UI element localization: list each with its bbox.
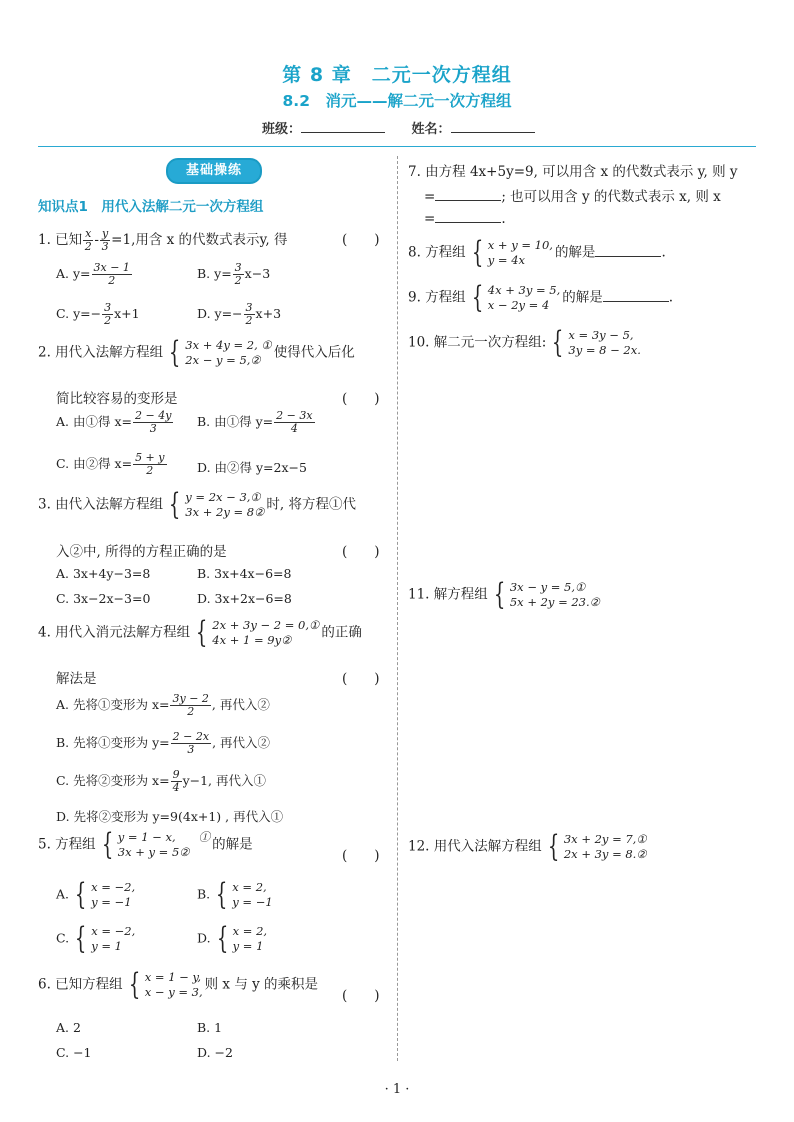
knowledge-point-heading: 知识点1 用代入法解二元一次方程组 bbox=[38, 199, 264, 215]
option-c[interactable]: C. −1 bbox=[56, 1045, 92, 1060]
column-divider bbox=[397, 156, 398, 1061]
name-label: 姓名： bbox=[411, 122, 451, 137]
class-blank[interactable] bbox=[301, 120, 385, 133]
question-7-line3: = . bbox=[424, 211, 506, 227]
question-4: 4. 用代入消元法解方程组 { 2x + 3y − 2 = 0,① 4x + 1 = 9y② 的正确 bbox=[38, 615, 362, 650]
question-10: 10. 解二元一次方程组: { x = 3y − 5, 3y = 8 − 2x. bbox=[408, 325, 641, 360]
question-7-line2: = ; 也可以用含 y 的代数式表示 x, 则 x bbox=[424, 189, 721, 205]
option-a[interactable]: A. 由①得 x= $\frac{2 - 4y}{3}$ bbox=[56, 409, 172, 435]
option-b[interactable]: B. 先将①变形为 y= $\frac{2 - 2x}{3}$ , 再代入② bbox=[56, 730, 271, 756]
equation-system: { 3x + 4y = 2, ① 2x − y = 5,② bbox=[168, 335, 272, 370]
answer-paren[interactable]: ( ) bbox=[342, 391, 380, 407]
answer-blank[interactable] bbox=[603, 289, 669, 302]
answer-paren[interactable]: ( ) bbox=[342, 988, 380, 1004]
option-b[interactable]: B. 由①得 y= $\frac{2 - 3x}{4}$ bbox=[197, 409, 313, 435]
option-b[interactable]: B. { x = 2, y = −1 bbox=[197, 877, 273, 912]
option-a[interactable]: A. 3x+4y−3=8 bbox=[56, 566, 151, 581]
option-d[interactable]: D. y=− $\frac{3}{2}$ x+3 bbox=[197, 301, 282, 327]
equation-system: { 3x + 2y = 7,① 2x + 3y = 8.② bbox=[547, 829, 647, 864]
fraction: $\frac{y}{3}$ bbox=[101, 227, 109, 253]
question-6: 6. 已知方程组 { x = 1 − y, x − y = 3, 则 x 与 y 的乘积是 bbox=[38, 967, 319, 1002]
option-c[interactable]: C. y=− $\frac{3}{2}$ x+1 bbox=[56, 301, 140, 327]
answer-paren[interactable]: ( ) bbox=[342, 544, 380, 560]
option-a[interactable]: A. 先将①变形为 x= $\frac{3y - 2}{2}$ , 再代入② bbox=[56, 692, 270, 718]
page-number: · 1 · bbox=[384, 1082, 410, 1097]
option-d[interactable]: D. { x = 2, y = 1 bbox=[197, 921, 268, 956]
option-c[interactable]: C. 3x−2x−3=0 bbox=[56, 591, 151, 606]
question-1: 1. 已知 $\frac{x}{2}$ - $\frac{y}{3}$ =1,用含 x 的代数式表示y, 得 bbox=[38, 227, 288, 253]
question-5: 5. 方程组 { y = 1 − x, ① 3x + y = 5② 的解是 bbox=[38, 827, 253, 862]
equation-system: { x = 1 − y, x − y = 3, bbox=[128, 967, 203, 1002]
question-3: 3. 由代入法解方程组 { y = 2x − 3,① 3x + 2y = 8② 时, 将方程①代 bbox=[38, 487, 356, 522]
class-label: 班级： bbox=[262, 122, 302, 137]
answer-blank[interactable] bbox=[595, 244, 661, 257]
q1-stem-post: =1,用含 x 的代数式表示y, 得 bbox=[111, 232, 288, 248]
name-bar bbox=[262, 118, 557, 137]
q3-line2: 入②中, 所得的方程正确的是 bbox=[56, 544, 227, 560]
answer-paren[interactable]: ( ) bbox=[342, 232, 380, 248]
question-7: 7. 由方程 4x+5y=9, 可以用含 x 的代数式表示 y, 则 y bbox=[408, 164, 738, 180]
option-b[interactable]: B. 3x+4x−6=8 bbox=[197, 566, 292, 581]
equation-system: { y = 1 − x, ① 3x + y = 5② bbox=[101, 827, 211, 862]
question-12: 12. 用代入法解方程组 { 3x + 2y = 7,① 2x + 3y = 8.② bbox=[408, 829, 647, 864]
answer-blank[interactable] bbox=[435, 188, 501, 201]
fraction: $\frac{x}{2}$ bbox=[84, 227, 92, 253]
answer-paren[interactable]: ( ) bbox=[342, 848, 380, 864]
option-a[interactable]: A. { x = −2, y = −1 bbox=[56, 877, 136, 912]
option-b[interactable]: B. 1 bbox=[197, 1020, 223, 1035]
question-9: 9. 方程组 { 4x + 3y = 5, x − 2y = 4 的解是 . bbox=[408, 280, 674, 315]
equation-system: { 2x + 3y − 2 = 0,① 4x + 1 = 9y② bbox=[195, 615, 320, 650]
question-8: 8. 方程组 { x + y = 10, y = 4x 的解是 . bbox=[408, 235, 666, 270]
equation-system: { 3x − y = 5,① 5x + 2y = 23.② bbox=[493, 577, 600, 612]
option-a[interactable]: A. 2 bbox=[56, 1020, 81, 1035]
option-c[interactable]: C. 先将②变形为 x= $\frac{9}{4}$ y−1, 再代入① bbox=[56, 768, 266, 794]
q1-stem-pre: 1. 已知 bbox=[38, 232, 83, 248]
answer-paren[interactable]: ( ) bbox=[342, 671, 380, 687]
equation-system: { x + y = 10, y = 4x bbox=[471, 235, 553, 270]
section-badge: 基础操练 bbox=[166, 158, 262, 184]
answer-blank[interactable] bbox=[435, 210, 501, 223]
option-d[interactable]: D. 3x+2x−6=8 bbox=[197, 591, 292, 606]
option-c[interactable]: C. 由②得 x= $\frac{5 + y}{2}$ bbox=[56, 451, 165, 477]
option-a[interactable]: A. y= $\frac{3x - 1}{2}$ bbox=[56, 261, 130, 287]
header-divider bbox=[38, 146, 756, 147]
option-d[interactable]: D. 由②得 y=2x−5 bbox=[197, 460, 307, 475]
name-blank[interactable] bbox=[451, 120, 535, 133]
chapter-title: 第 8 章 二元一次方程组 bbox=[282, 64, 512, 86]
equation-system: { x = 3y − 5, 3y = 8 − 2x. bbox=[552, 325, 641, 360]
question-11: 11. 解方程组 { 3x − y = 5,① 5x + 2y = 23.② bbox=[408, 577, 600, 612]
option-d[interactable]: D. −2 bbox=[197, 1045, 233, 1060]
section-title: 8.2 消元——解二元一次方程组 bbox=[282, 92, 512, 110]
q2-line2: 简比较容易的变形是 bbox=[56, 391, 178, 407]
question-2: 2. 用代入法解方程组 { 3x + 4y = 2, ① 2x − y = 5,② 使得代入后化 bbox=[38, 335, 355, 370]
q4-line2: 解法是 bbox=[56, 671, 97, 687]
equation-system: { y = 2x − 3,① 3x + 2y = 8② bbox=[168, 487, 265, 522]
option-c[interactable]: C. { x = −2, y = 1 bbox=[56, 921, 136, 956]
equation-system: { 4x + 3y = 5, x − 2y = 4 bbox=[471, 280, 561, 315]
option-b[interactable]: B. y= $\frac{3}{2}$ x−3 bbox=[197, 261, 271, 287]
option-d[interactable]: D. 先将②变形为 y=9(4x+1) , 再代入① bbox=[56, 809, 284, 824]
